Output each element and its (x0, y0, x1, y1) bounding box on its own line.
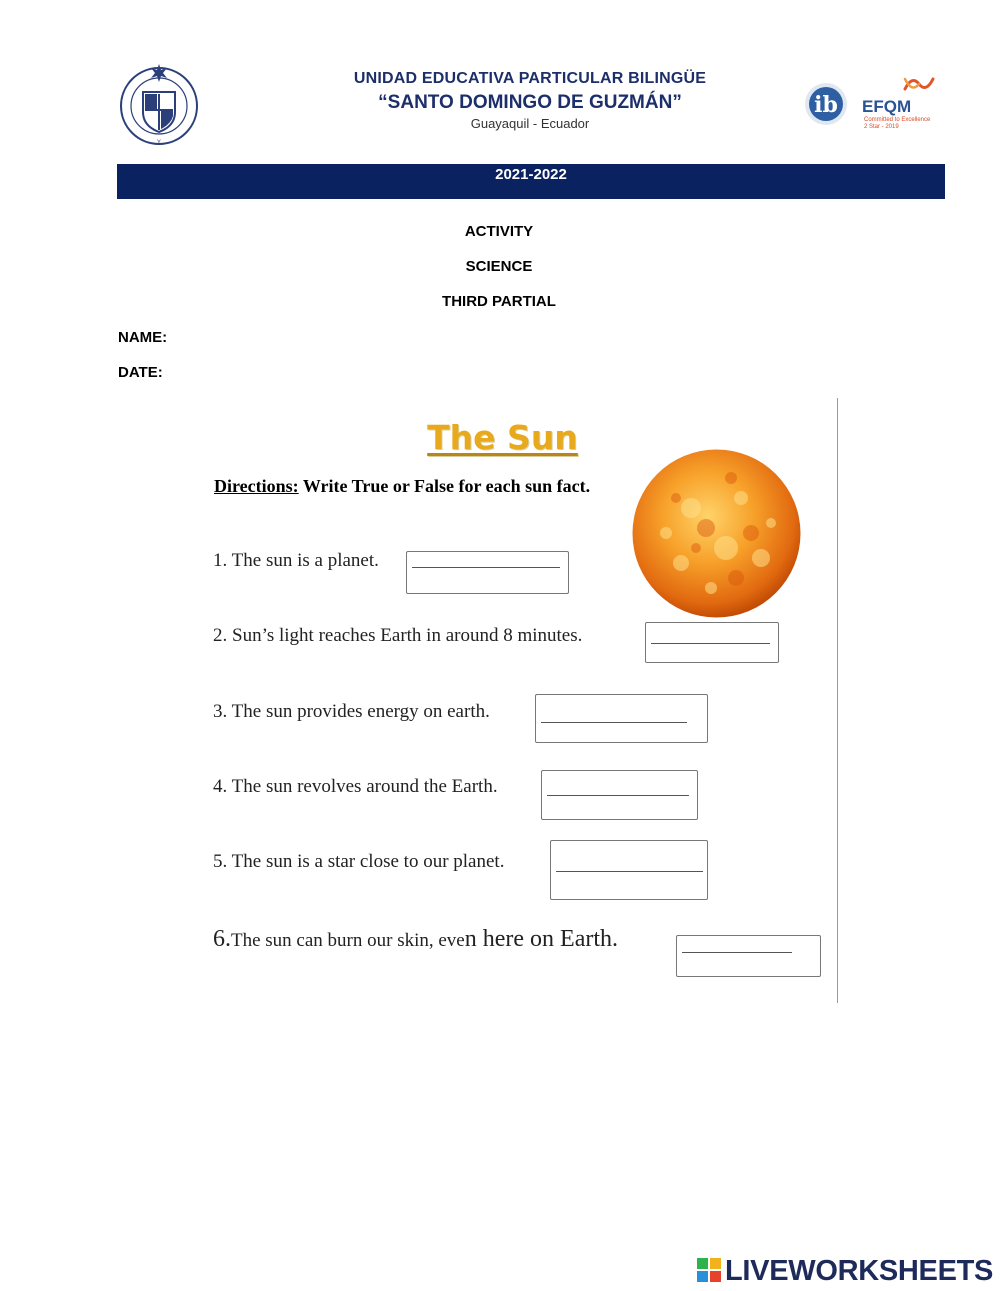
question-1: 1. The sun is a planet. (213, 550, 379, 571)
answer-input-6[interactable] (676, 935, 821, 977)
date-label: DATE: (118, 364, 163, 381)
efqm-logo-text: EFQM (862, 97, 912, 116)
liveworksheets-brand-text: LIVEWORKSHEETS (725, 1255, 994, 1287)
answer-line (412, 567, 560, 568)
question-5: 5. The sun is a star close to our planet. (213, 851, 505, 872)
answer-input-3[interactable] (535, 694, 708, 743)
activity-heading: ACTIVITY (464, 223, 534, 240)
question-2: 2. Sun’s light reaches Earth in around 8 minutes. (213, 625, 583, 646)
school-name-line2: “SANTO DOMINGO DE GUZMÁN” (378, 92, 682, 113)
question-6-text-small: The sun can burn our skin, eve (231, 930, 465, 951)
ib-logo-text: ib (814, 92, 838, 118)
question-4: 4. The sun revolves around the Earth. (213, 776, 498, 797)
svg-text:Y: Y (157, 139, 161, 146)
directions-label: Directions: (214, 476, 299, 496)
question-6-number: 6. (213, 926, 231, 952)
name-label: NAME: (118, 329, 168, 346)
liveworksheets-squares-icon (697, 1258, 721, 1282)
answer-line (547, 795, 689, 796)
efqm-star-rating: 2 Star - 2019 (864, 124, 899, 130)
question-6-text-large: n here on Earth. (464, 926, 619, 952)
worksheet-divider (837, 398, 838, 1003)
ib-logo-icon (804, 82, 848, 126)
answer-input-4[interactable] (541, 770, 698, 820)
question-3: 3. The sun provides energy on earth. (213, 701, 490, 722)
answer-line (556, 871, 703, 872)
answer-input-5[interactable] (550, 840, 708, 900)
school-year: 2021-2022 (495, 166, 567, 183)
answer-input-2[interactable] (645, 622, 779, 663)
worksheet-title: The Sun (427, 418, 578, 457)
school-name-line1: UNIDAD EDUCATIVA PARTICULAR BILINGÜE (353, 70, 707, 87)
efqm-subtitle: Committed to Excellence (864, 117, 931, 123)
question-6 (213, 926, 618, 953)
answer-input-1[interactable] (406, 551, 569, 594)
answer-line (651, 643, 770, 644)
efqm-ribbon-icon (902, 73, 936, 95)
partial-heading: THIRD PARTIAL (442, 293, 556, 310)
school-location: Guayaquil - Ecuador (470, 116, 590, 131)
answer-line (682, 952, 792, 953)
subject-heading: SCIENCE (465, 258, 533, 275)
sun-image (631, 448, 802, 619)
answer-line (541, 722, 687, 723)
directions-body: Write True or False for each sun fact. (298, 476, 591, 496)
school-crest-logo (117, 60, 201, 148)
directions-text (214, 476, 590, 497)
